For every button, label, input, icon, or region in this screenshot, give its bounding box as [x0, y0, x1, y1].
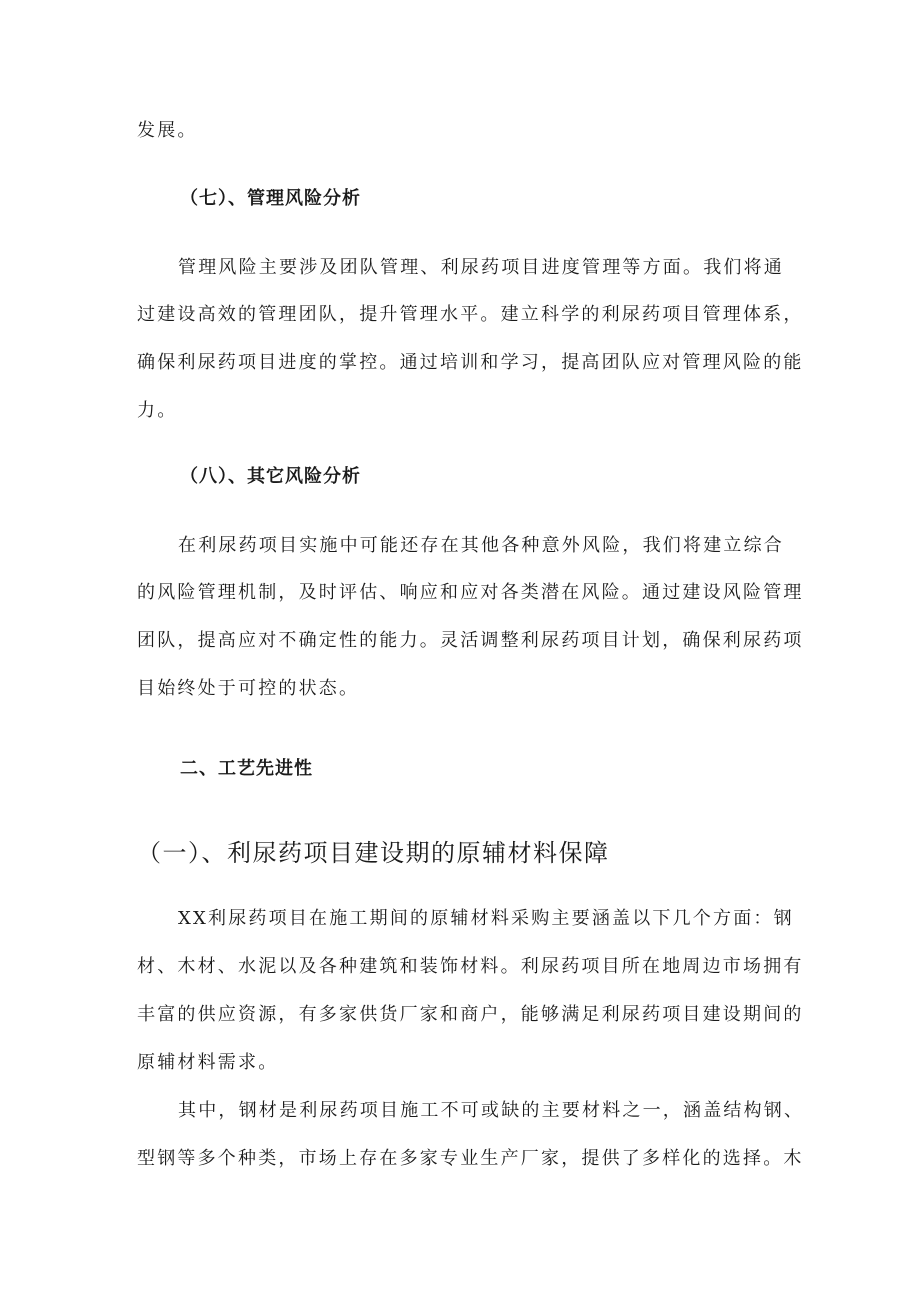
paragraph-line: XX利尿药项目在施工期间的原辅材料采购主要涵盖以下几个方面：钢	[178, 908, 794, 929]
paragraph-line: 团队，提高应对不确定性的能力。灵活调整利尿药项目计划，确保利尿药项	[137, 630, 804, 651]
paragraph-line: 目始终处于可控的状态。	[137, 678, 360, 699]
paragraph-line: 材、木材、水泥以及各种建筑和装饰材料。利尿药项目所在地周边市场拥有	[137, 956, 804, 977]
section-heading-other-risk: （八）、其它风险分析	[180, 466, 361, 487]
paragraph-line: 其中，钢材是利尿药项目施工不可或缺的主要材料之一，涵盖结构钢、	[178, 1100, 805, 1121]
paragraph-continuation: 发展。	[137, 120, 198, 141]
chapter-heading: 二、工艺先进性	[180, 758, 313, 779]
paragraph-line: 丰富的供应资源，有多家供货厂家和商户，能够满足利尿药项目建设期间的	[137, 1004, 804, 1025]
section-heading-management-risk: （七）、管理风险分析	[180, 188, 361, 209]
subsection-title: （一）、利尿药项目建设期的原辅材料保障	[137, 839, 610, 867]
paragraph-line: 管理风险主要涉及团队管理、利尿药项目进度管理等方面。我们将通	[178, 257, 784, 278]
paragraph-line: 确保利尿药项目进度的掌控。通过培训和学习，提高团队应对管理风险的能	[137, 352, 804, 373]
paragraph-line: 型钢等多个种类，市场上存在多家专业生产厂家，提供了多样化的选择。木	[137, 1148, 804, 1169]
paragraph-line: 过建设高效的管理团队，提升管理水平。建立科学的利尿药项目管理体系，	[137, 304, 804, 325]
paragraph-line: 力。	[137, 400, 178, 421]
paragraph-line: 在利尿药项目实施中可能还存在其他各种意外风险，我们将建立综合	[178, 535, 784, 556]
paragraph-line: 原辅材料需求。	[137, 1052, 279, 1073]
paragraph-line: 的风险管理机制，及时评估、响应和应对各类潜在风险。通过建设风险管理	[137, 582, 804, 603]
